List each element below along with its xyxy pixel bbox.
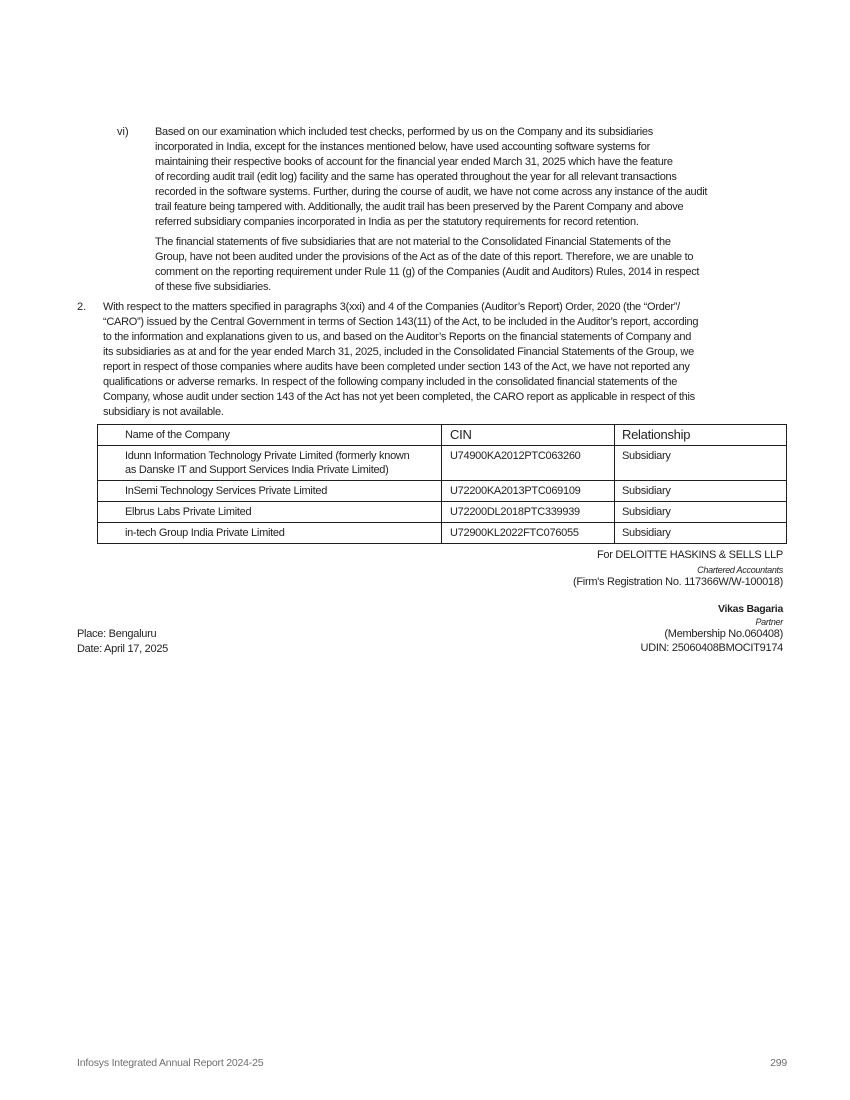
- firm-name: For DELOITTE HASKINS & SELLS LLP: [596, 549, 783, 561]
- text-line: qualifications or adverse remarks. In respect of the following company included in the consolidated financial statements of the: [103, 376, 678, 388]
- relationship-cell: Subsidiary: [615, 523, 787, 544]
- table-row: [98, 481, 787, 502]
- text-line: referred subsidiary companies incorporated in India as per the statutory requirements for record retention.: [155, 216, 639, 228]
- membership-number: (Membership No.060408): [664, 628, 783, 640]
- relationship-cell: Subsidiary: [615, 502, 787, 523]
- subsidiaries-table: [97, 424, 787, 544]
- text-line: trail feature being tampered with. Additionally, the audit trail has been preserved by the Parent Company and above: [155, 201, 684, 213]
- item-vi-paragraph-2: [155, 235, 699, 295]
- table-header-row: [98, 425, 787, 446]
- text-line: maintaining their respective books of account for the financial year ended March 31, 2025 which have the feature: [155, 156, 673, 168]
- text-line: of recording audit trail (edit log) facility and the same has operated throughout the year for all relevant transactions: [155, 171, 677, 183]
- header-relationship: Relationship: [615, 425, 787, 446]
- company-name-cell: in-tech Group India Private Limited: [98, 523, 442, 544]
- item-vi-marker: vi): [117, 126, 129, 138]
- cin-cell: U74900KA2012PTC063260: [442, 446, 615, 481]
- text-line: report in respect of those companies where audits have been completed under section 143 of the Act, we have not reported any: [103, 361, 690, 373]
- text-line: subsidiary is not available.: [103, 406, 224, 418]
- company-name-cell: Elbrus Labs Private Limited: [98, 502, 442, 523]
- partner-name: Vikas Bagaria: [717, 603, 783, 615]
- item-2-paragraph: [103, 300, 698, 420]
- table-row: [98, 502, 787, 523]
- text-line: Company, whose audit under section 143 of the Act has not yet been completed, the CARO report as applicable in respect of this: [103, 391, 695, 403]
- item-2-marker: 2.: [77, 301, 87, 313]
- text-line: Group, have not been audited under the provisions of the Act as of the date of this report. Therefore, we are unable to: [155, 251, 694, 263]
- text-line: its subsidiaries as at and for the year ended March 31, 2025, included in the Consolidated Financial Statements of the Group, we: [103, 346, 694, 358]
- cin-cell: U72900KL2022FTC076055: [442, 523, 615, 544]
- company-name-cell: InSemi Technology Services Private Limited: [98, 481, 442, 502]
- text-line: comment on the reporting requirement under Rule 11 (g) of the Companies (Audit and Auditors) Rules, 2014 in respect: [155, 266, 700, 278]
- date: Date: April 17, 2025: [77, 643, 169, 655]
- text-line: The financial statements of five subsidiaries that are not material to the Consolidated Financial Statements of the: [155, 236, 671, 248]
- text-line: of these five subsidiaries.: [155, 281, 271, 293]
- relationship-cell: Subsidiary: [615, 481, 787, 502]
- text-line: to the information and explanations given to us, and based on the Auditor’s Reports on the financial statements of Company and: [103, 331, 692, 343]
- text-line: “CARO”) issued by the Central Government in terms of Section 143(11) of the Act, to be included in the Auditor’s report, according: [103, 316, 699, 328]
- text-line: Based on our examination which included test checks, performed by us on the Company and its subsidiaries: [155, 126, 653, 138]
- cin-cell: U72200KA2013PTC069109: [442, 481, 615, 502]
- company-name-cell: [98, 446, 442, 481]
- page-number: 299: [770, 1057, 787, 1069]
- table-row: [98, 446, 787, 481]
- item-vi-paragraph-1: [155, 125, 707, 230]
- firm-registration: (Firm's Registration No. 117366W/W-100018): [572, 576, 783, 588]
- partner-title: Partner: [755, 617, 783, 627]
- text-line: incorporated in India, except for the instances mentioned below, have used accounting software systems for: [155, 141, 650, 153]
- header-company-name: Name of the Company: [98, 425, 442, 446]
- relationship-cell: Subsidiary: [615, 446, 787, 481]
- header-cin: CIN: [442, 425, 615, 446]
- udin: UDIN: 25060408BMOCIT9174: [640, 642, 783, 654]
- place: Place: Bengaluru: [77, 628, 157, 640]
- company-name-line: Idunn Information Technology Private Limited (formerly known: [125, 450, 410, 462]
- text-line: recorded in the software systems. Further, during the course of audit, we have not come across any instance of the audit: [155, 186, 708, 198]
- company-name-line: as Danske IT and Support Services India Private Limited): [125, 464, 389, 476]
- text-line: With respect to the matters specified in paragraphs 3(xxi) and 4 of the Companies (Auditor’s Report) Order, 2020 (the “Order”/: [103, 301, 680, 313]
- cin-cell: U72200DL2018PTC339939: [442, 502, 615, 523]
- table-row: [98, 523, 787, 544]
- footer-report-name: Infosys Integrated Annual Report 2024-25: [77, 1057, 264, 1069]
- firm-type: Chartered Accountants: [697, 565, 783, 575]
